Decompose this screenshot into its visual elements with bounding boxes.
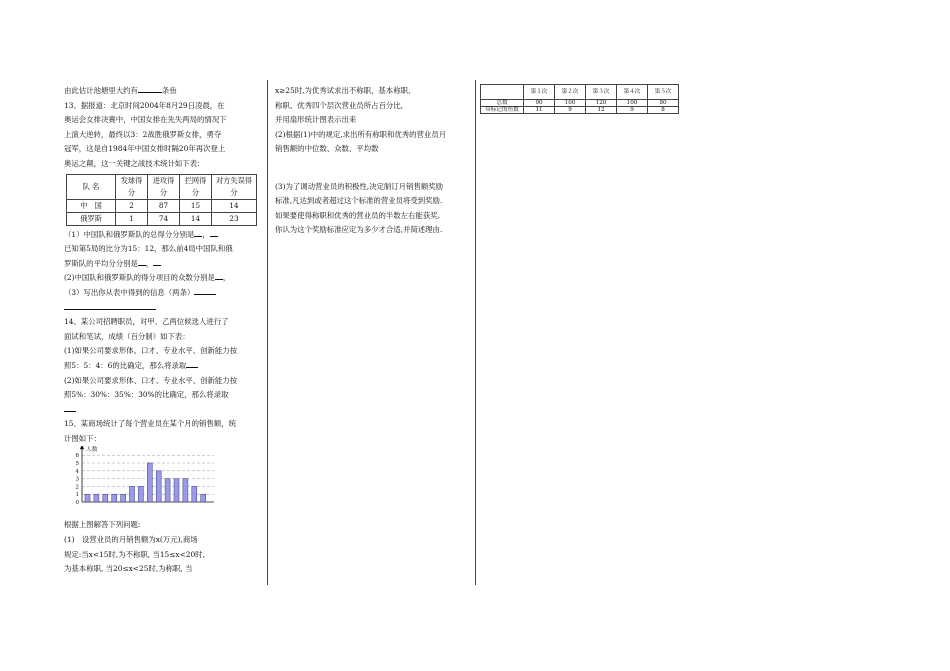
cell-team: 俄罗斯: [67, 212, 116, 225]
table-row: [481, 100, 679, 107]
cell-value: 100: [555, 100, 586, 107]
cell-serve: 2: [116, 199, 148, 212]
column-divider-1: [267, 80, 268, 585]
q15-cont-line-2: 称职、优秀四个层次营业员所占百分比,: [275, 100, 403, 110]
header-round-5: 第５次: [648, 85, 679, 100]
q13-line-2: 奥运会女排决赛中，中国女排在先失两局的情况下: [64, 115, 227, 125]
q13-blank-5[interactable]: [215, 271, 223, 280]
header-round-1: 第１次: [524, 85, 555, 100]
histogram-bar: [183, 479, 188, 502]
cell-value: 11: [524, 107, 555, 114]
q13-line-1: 13、据报道：北京时间2004年8月29日凌晨，在: [64, 100, 225, 110]
q13-blank-6[interactable]: [194, 286, 216, 295]
cell-attack: 87: [148, 199, 180, 212]
header-round-4: 第４次: [617, 85, 648, 100]
histogram-bar: [192, 487, 197, 503]
q14-line-1: 14、某公司招聘职员，对甲、乙两位候选人进行了: [64, 317, 229, 327]
y-axis-arrow: [80, 446, 84, 449]
q14-line-6: 照5%：30%：35%：30%的比确定，那么将录取: [64, 390, 229, 400]
cell-serve: 1: [116, 212, 148, 225]
histogram-bar: [103, 495, 108, 503]
histogram-bar: [130, 487, 135, 503]
fish-estimate-line: [64, 84, 260, 99]
cell-opponent-error: 14: [212, 199, 257, 212]
table-row: [481, 107, 679, 114]
y-tick-label: 6: [75, 453, 79, 460]
header-round-2: 第２次: [555, 85, 586, 100]
q13-comma-3: ，: [222, 273, 231, 283]
table-header-row: [67, 174, 257, 199]
q15-cont-line-3: 并用扇形统计图表示出来: [275, 115, 357, 125]
q15-cont-line-1: x≥25时,为优秀试求出不称职、基本称职、: [275, 86, 416, 95]
column-left: [64, 84, 260, 577]
histogram-svg: [64, 446, 214, 510]
cell-value: 90: [524, 100, 555, 107]
q13-line-5: 奥运之颠，这一关键之战技术统计如下表：: [64, 158, 205, 168]
cell-label: 总数: [481, 100, 524, 107]
q15-part3-line-2: 标准,凡达到或者超过这个标准的营业员将受到奖励.: [275, 196, 443, 206]
q13-sub2-text: (2)中国队和俄罗斯队的得分项目的众数分别是: [64, 273, 215, 283]
q14-line-4: [64, 359, 260, 374]
cell-value: 100: [617, 100, 648, 107]
q13-blank-3[interactable]: [138, 257, 146, 266]
histogram-bar: [112, 495, 117, 503]
cell-value: 9: [555, 107, 586, 114]
q13-comma-2: ，: [145, 258, 154, 268]
q13-sub3-text: （3）写出你从表中得到的信息（两条）: [64, 287, 195, 297]
cell-value: 12: [586, 107, 617, 114]
q13-sub3: [64, 286, 260, 301]
cell-attack: 74: [148, 212, 180, 225]
y-tick-label: 0: [75, 500, 79, 507]
volleyball-stats-table: [66, 174, 260, 226]
q14-blank-1[interactable]: [186, 359, 198, 368]
y-tick-label: 5: [75, 461, 79, 468]
cell-value: 9: [617, 107, 648, 114]
sales-histogram: [64, 446, 214, 510]
q13-comma: ，: [202, 229, 210, 239]
q15-after-1: 根据上图解答下列问题:: [64, 520, 141, 530]
header-round-3: 第３次: [586, 85, 617, 100]
q13-blank-4[interactable]: [153, 257, 161, 266]
cell-value: 8: [648, 107, 679, 114]
header-blank: [481, 85, 524, 100]
cell-value: 80: [648, 100, 679, 107]
q13-long-blank[interactable]: [64, 301, 156, 310]
cell-block: 15: [180, 199, 212, 212]
q14-line-3: (1)如果公司要求形体、口才、专业水平、创新能力按: [64, 346, 238, 356]
fish-unit-text: 条鱼: [161, 86, 177, 95]
q13-line-4: 冠军，这是自1984年中国女排时隔20年再次登上: [64, 144, 226, 154]
q13-sub2: [64, 271, 260, 286]
q13-sub1-line3-text: 罗斯队的平均分分别是: [64, 258, 138, 268]
cell-team: 中 国: [67, 199, 116, 212]
header-block: 拦网得分: [180, 174, 212, 199]
header-serve: 发球得分: [116, 174, 148, 199]
q13-sub1-line3: [64, 257, 260, 272]
fish-estimate-text: 由此估计池塘里大约有: [64, 86, 138, 95]
q14-answer-line: [64, 403, 260, 418]
q15-after-2: (1) 设营业员的月销售额为x(万元),商场: [64, 535, 198, 545]
cell-label: 带标记的鱼数: [481, 107, 524, 114]
fish-capture-table: [480, 84, 679, 114]
q14-line-5: (2)如果公司要求形体、口才、专业水平、创新能力按: [64, 375, 238, 385]
y-tick-label: 1: [75, 492, 79, 499]
q13-answer-line: [64, 301, 260, 316]
histogram-bar: [147, 463, 152, 502]
histogram-bar: [121, 495, 126, 503]
histogram-bar: [85, 495, 90, 503]
q13-sub1: [64, 228, 260, 243]
q15-part2-line-2: 销售额的中位数、众数、平均数: [275, 144, 379, 154]
header-attack: 进攻得分: [148, 174, 180, 199]
q15-part3-line-1: (3)为了调动营业员的积极性,决定制订月销售额奖励: [275, 181, 444, 191]
table-row: [67, 199, 257, 212]
histogram-bar: [156, 471, 161, 502]
y-tick-label: 4: [75, 469, 79, 476]
q15-part2-line-1: (2)根据(1)中的规定,求出所有称职和优秀的营业员月: [275, 129, 447, 139]
histogram-bar: [94, 495, 99, 503]
column-divider-2: [475, 80, 476, 585]
q13-sub1-text: （1）中国队和俄罗斯队的总得分分别是: [64, 229, 195, 239]
y-tick-label: 2: [75, 484, 79, 491]
header-team: 队 名: [67, 174, 116, 199]
q13-line-3: 上演大逆转，最终以3：2战胜俄罗斯女排，勇夺: [64, 129, 222, 139]
q15-part3-line-4: 你认为这个奖励标准应定为多少才合适,并简述理由.: [275, 225, 443, 235]
histogram-bar: [201, 495, 206, 503]
q14-blank-2[interactable]: [64, 403, 76, 412]
table-header-row: [481, 85, 679, 100]
fish-answer-blank[interactable]: [138, 84, 162, 93]
q15-after-4: 为基本称职, 当20≤x<25时,为称职, 当: [64, 564, 193, 574]
cell-value: 120: [586, 100, 617, 107]
q13-blank-2[interactable]: [210, 228, 218, 237]
histogram-bar: [165, 479, 170, 502]
column-middle: [275, 84, 475, 238]
y-tick-label: 3: [75, 477, 79, 484]
cell-block: 14: [180, 212, 212, 225]
table-row: [67, 212, 257, 225]
q15-after-3: 规定:当x<15时,为不称职, 当15≤x<20时,: [64, 549, 205, 559]
q15-line-1: 15、某商场统计了每个营业员在某个月的销售额，统: [64, 419, 237, 429]
q15-part3-line-3: 如果要使得称职和优秀的营业员的半数左右能获奖,: [275, 210, 440, 220]
header-opponent-error: 对方失误得 分: [212, 174, 257, 199]
histogram-bar: [138, 487, 143, 503]
histogram-bar: [174, 479, 179, 502]
y-axis-label: 人数: [86, 447, 98, 454]
q14-line-2: 面试和笔试，成绩（百分制）如下表：: [64, 331, 190, 341]
q14-line-4-text: 照5：5：4：6的比确定，那么将录取: [64, 360, 187, 370]
q15-line-2: 计图如下：: [64, 433, 101, 443]
q13-sub1-line2: 已知第5局的比分为15：12，那么前4局中国队和俄: [64, 244, 233, 254]
cell-opponent-error: 23: [212, 212, 257, 225]
